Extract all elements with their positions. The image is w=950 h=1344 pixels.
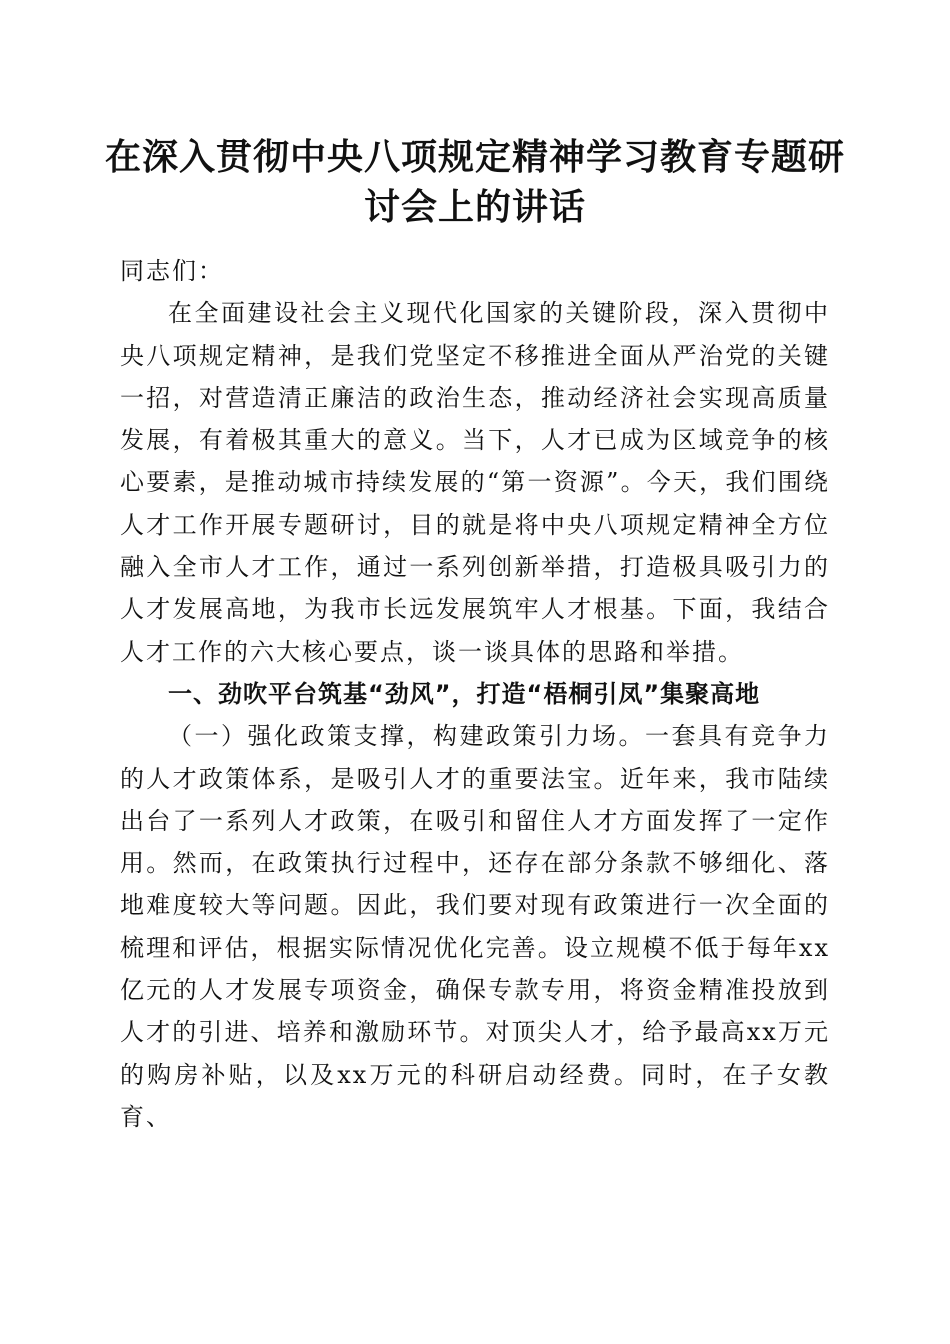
salutation: 同志们： bbox=[120, 257, 224, 285]
document-body bbox=[120, 250, 830, 1138]
document-title: 在深入贯彻中央八项规定精神学习教育专题研讨会上的讲话 bbox=[104, 136, 845, 228]
section-heading-1: 一、劲吹平台筑基“劲风”，打造“梧桐引凤”集聚高地 bbox=[168, 679, 761, 708]
intro-paragraph: 在全面建设社会主义现代化国家的关键阶段，深入贯彻中央八项规定精神，是我们党坚定不移推进全面从严治党的关键一招，对营造清正廉洁的政治生态，推动经济社会实现高质量发展，有着极其重大的意义。当下，人才已成为区域竞争的核心要素，是推动城市持续发展的“第一资源”。今天，我们围绕人才工作开展专题研讨，目的就是将中央八项规定精神全方位融入全市人才工作，通过一系列创新举措，打造极具吸引力的人才发展高地，为我市长远发展筑牢人才根基。下面，我结合人才工作的六大核心要点，谈一谈具体的思路和举措。 bbox=[120, 299, 830, 666]
subsection-paragraph-1: （一）强化政策支撑，构建政策引力场。一套具有竞争力的人才政策体系，是吸引人才的重要法宝。近年来，我市陆续出台了一系列人才政策，在吸引和留住人才方面发挥了一定作用。然而，在政策执行过程中，还存在部分条款不够细化、落地难度较大等问题。因此，我们要对现有政策进行一次全面的梳理和评估，根据实际情况优化完善。设立规模不低于每年xx亿元的人才发展专项资金，确保专款专用，将资金精准投放到人才的引进、培养和激励环节。对顶尖人才，给予最高xx万元的购房补贴，以及xx万元的科研启动经费。同时，在子女教育、 bbox=[120, 722, 830, 1131]
